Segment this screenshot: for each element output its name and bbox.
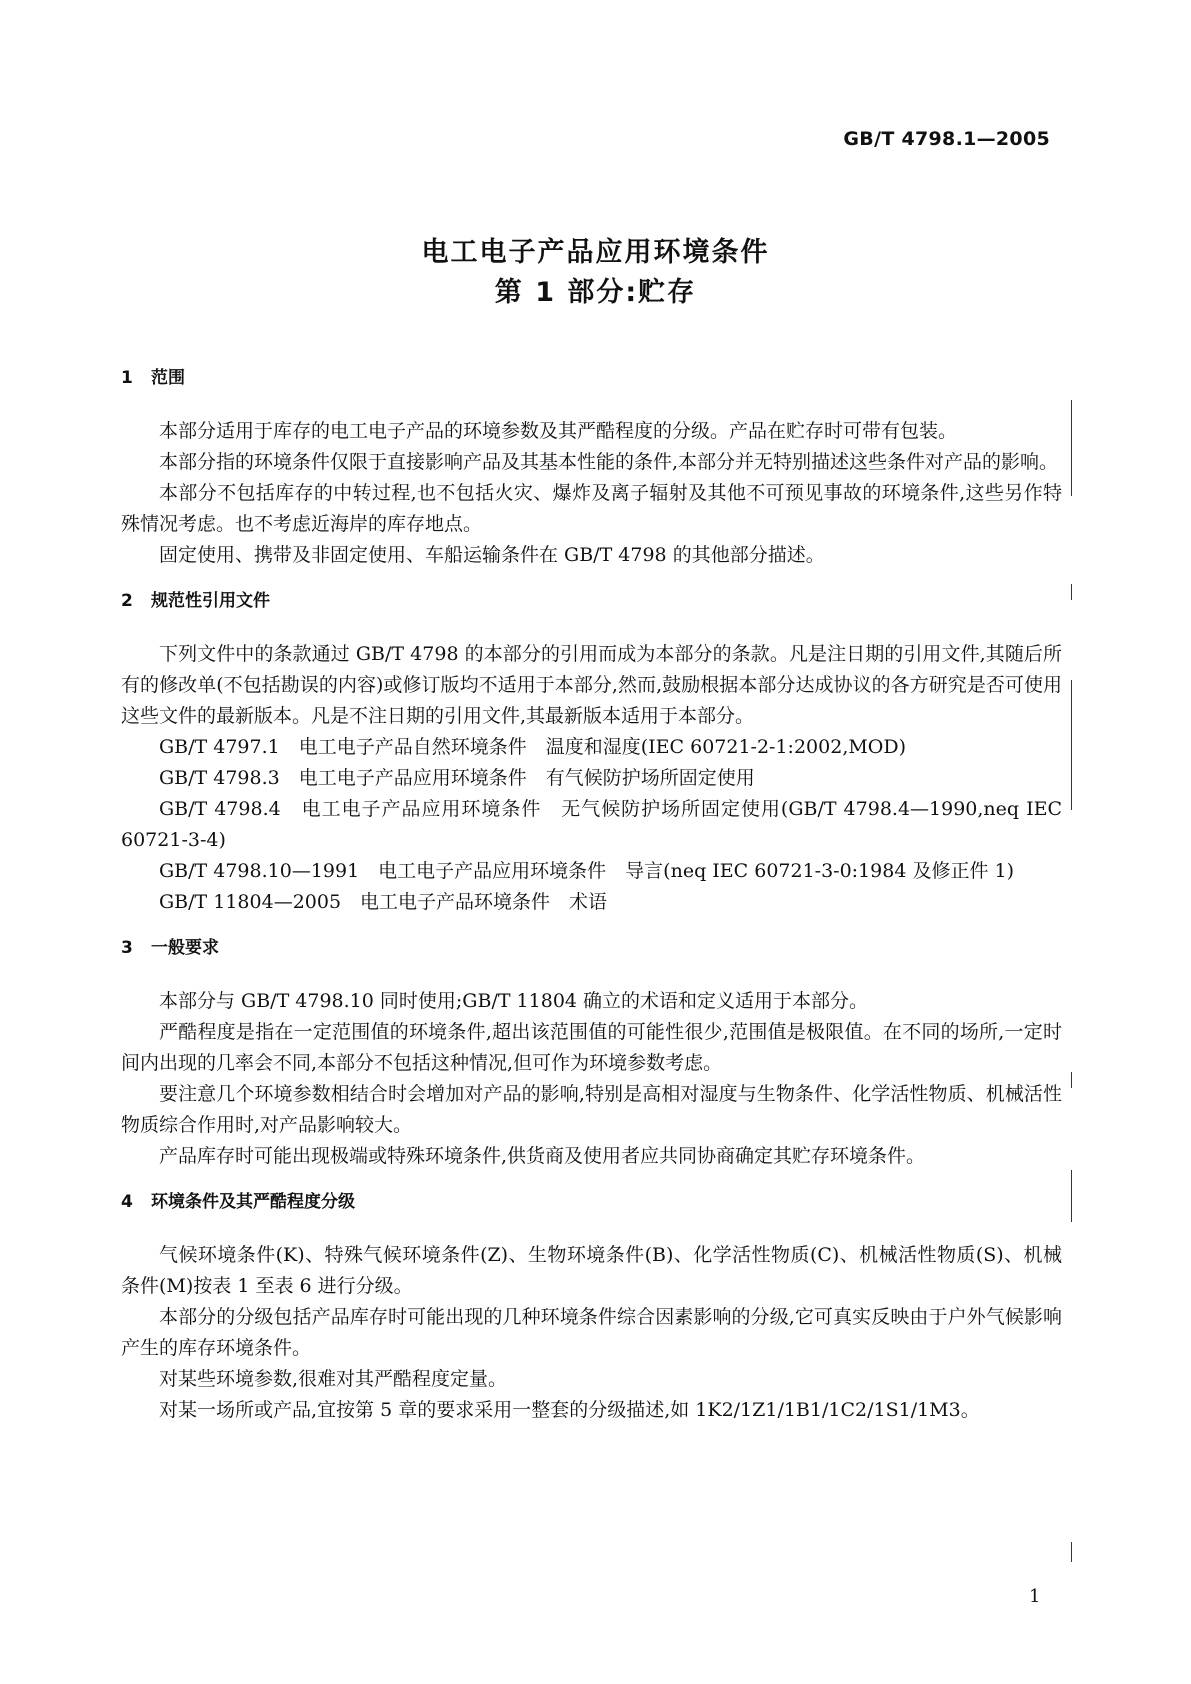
document-subtitle: 第 1 部分:贮存 (494, 277, 697, 308)
section-title: 规范性引用文件 (151, 591, 270, 611)
paragraph: 严酷程度是指在一定范围值的环境条件,超出该范围值的可能性很少,范围值是极限值。在不同的场所,一定时间内出现的几率会不同,本部分不包括这种情况,但可作为环境参数考虑。 (121, 1021, 1062, 1074)
revision-bar (1071, 1072, 1072, 1088)
paragraph: 固定使用、携带及非固定使用、车船运输条件在 GB/T 4798 的其他部分描述。 (159, 544, 825, 566)
section-title: 范围 (151, 368, 185, 388)
standard-code: GB/T 4798.1—2005 (843, 128, 1050, 150)
section-number: 2 (121, 591, 133, 611)
revision-bar (1071, 584, 1072, 600)
reference-item: GB/T 4798.3 电工电子产品应用环境条件 有气候防护场所固定使用 (159, 767, 755, 789)
section-title: 一般要求 (151, 938, 219, 958)
revision-bar (1071, 400, 1072, 496)
reference-item: GB/T 4797.1 电工电子产品自然环境条件 温度和湿度(IEC 60721-2-1:2002,MOD) (159, 736, 907, 758)
section-number: 3 (121, 938, 133, 958)
document-title: 电工电子产品应用环境条件 (421, 237, 770, 268)
section-number: 1 (121, 368, 133, 388)
paragraph: 要注意几个环境参数相结合时会增加对产品的影响,特别是高相对湿度与生物条件、化学活性物质、机械活性物质综合作用时,对产品影响较大。 (121, 1083, 1062, 1136)
paragraph: 下列文件中的条款通过 GB/T 4798 的本部分的引用而成为本部分的条款。凡是注日期的引用文件,其随后所有的修改单(不包括勘误的内容)或修订版均不适用于本部分,然而,鼓励根据本部分达成协议的各方研究是否可使用这些文件的最新版本。凡是不注日期的引用文件,其最新版本适用于本部分。 (121, 643, 1062, 727)
reference-item: GB/T 4798.4 电工电子产品应用环境条件 无气候防护场所固定使用(GB/T 4798.4—1990,neq IEC 60721-3-4) (121, 798, 1062, 851)
document-body (121, 366, 1062, 1426)
section-title: 环境条件及其严酷程度分级 (151, 1192, 355, 1212)
section-heading (121, 366, 1062, 416)
section-number: 4 (121, 1192, 133, 1212)
paragraph: 产品库存时可能出现极端或特殊环境条件,供货商及使用者应共同协商确定其贮存环境条件。 (159, 1145, 926, 1167)
revision-bar (1071, 680, 1072, 810)
revision-bar (1071, 1170, 1072, 1222)
paragraph: 本部分的分级包括产品库存时可能出现的几种环境条件综合因素影响的分级,它可真实反映由于户外气候影响产生的库存环境条件。 (121, 1306, 1062, 1359)
revision-bar (1071, 1542, 1072, 1562)
paragraph: 本部分指的环境条件仅限于直接影响产品及其基本性能的条件,本部分并无特别描述这些条件对产品的影响。 (159, 451, 1059, 473)
reference-item: GB/T 4798.10—1991 电工电子产品应用环境条件 导言(neq IEC 60721-3-0:1984 及修正件 1) (159, 860, 1015, 882)
paragraph: 对某一场所或产品,宜按第 5 章的要求采用一整套的分级描述,如 1K2/1Z1/1B1/1C2/1S1/1M3。 (159, 1399, 980, 1421)
section-heading (121, 1190, 1062, 1240)
page-number: 1 (1029, 1586, 1041, 1607)
section-heading (121, 589, 1062, 639)
paragraph: 本部分适用于库存的电工电子产品的环境参数及其严酷程度的分级。产品在贮存时可带有包装。 (159, 420, 958, 442)
reference-item: GB/T 11804—2005 电工电子产品环境条件 术语 (159, 891, 608, 913)
paragraph: 对某些环境参数,很难对其严酷程度定量。 (159, 1368, 508, 1390)
paragraph: 气候环境条件(K)、特殊气候环境条件(Z)、生物环境条件(B)、化学活性物质(C)、机械活性物质(S)、机械条件(M)按表 1 至表 6 进行分级。 (121, 1244, 1062, 1297)
paragraph: 本部分与 GB/T 4798.10 同时使用;GB/T 11804 确立的术语和定义适用于本部分。 (159, 990, 869, 1012)
paragraph: 本部分不包括库存的中转过程,也不包括火灾、爆炸及离子辐射及其他不可预见事故的环境条件,这些另作特殊情况考虑。也不考虑近海岸的库存地点。 (121, 482, 1062, 535)
section-heading (121, 936, 1062, 986)
